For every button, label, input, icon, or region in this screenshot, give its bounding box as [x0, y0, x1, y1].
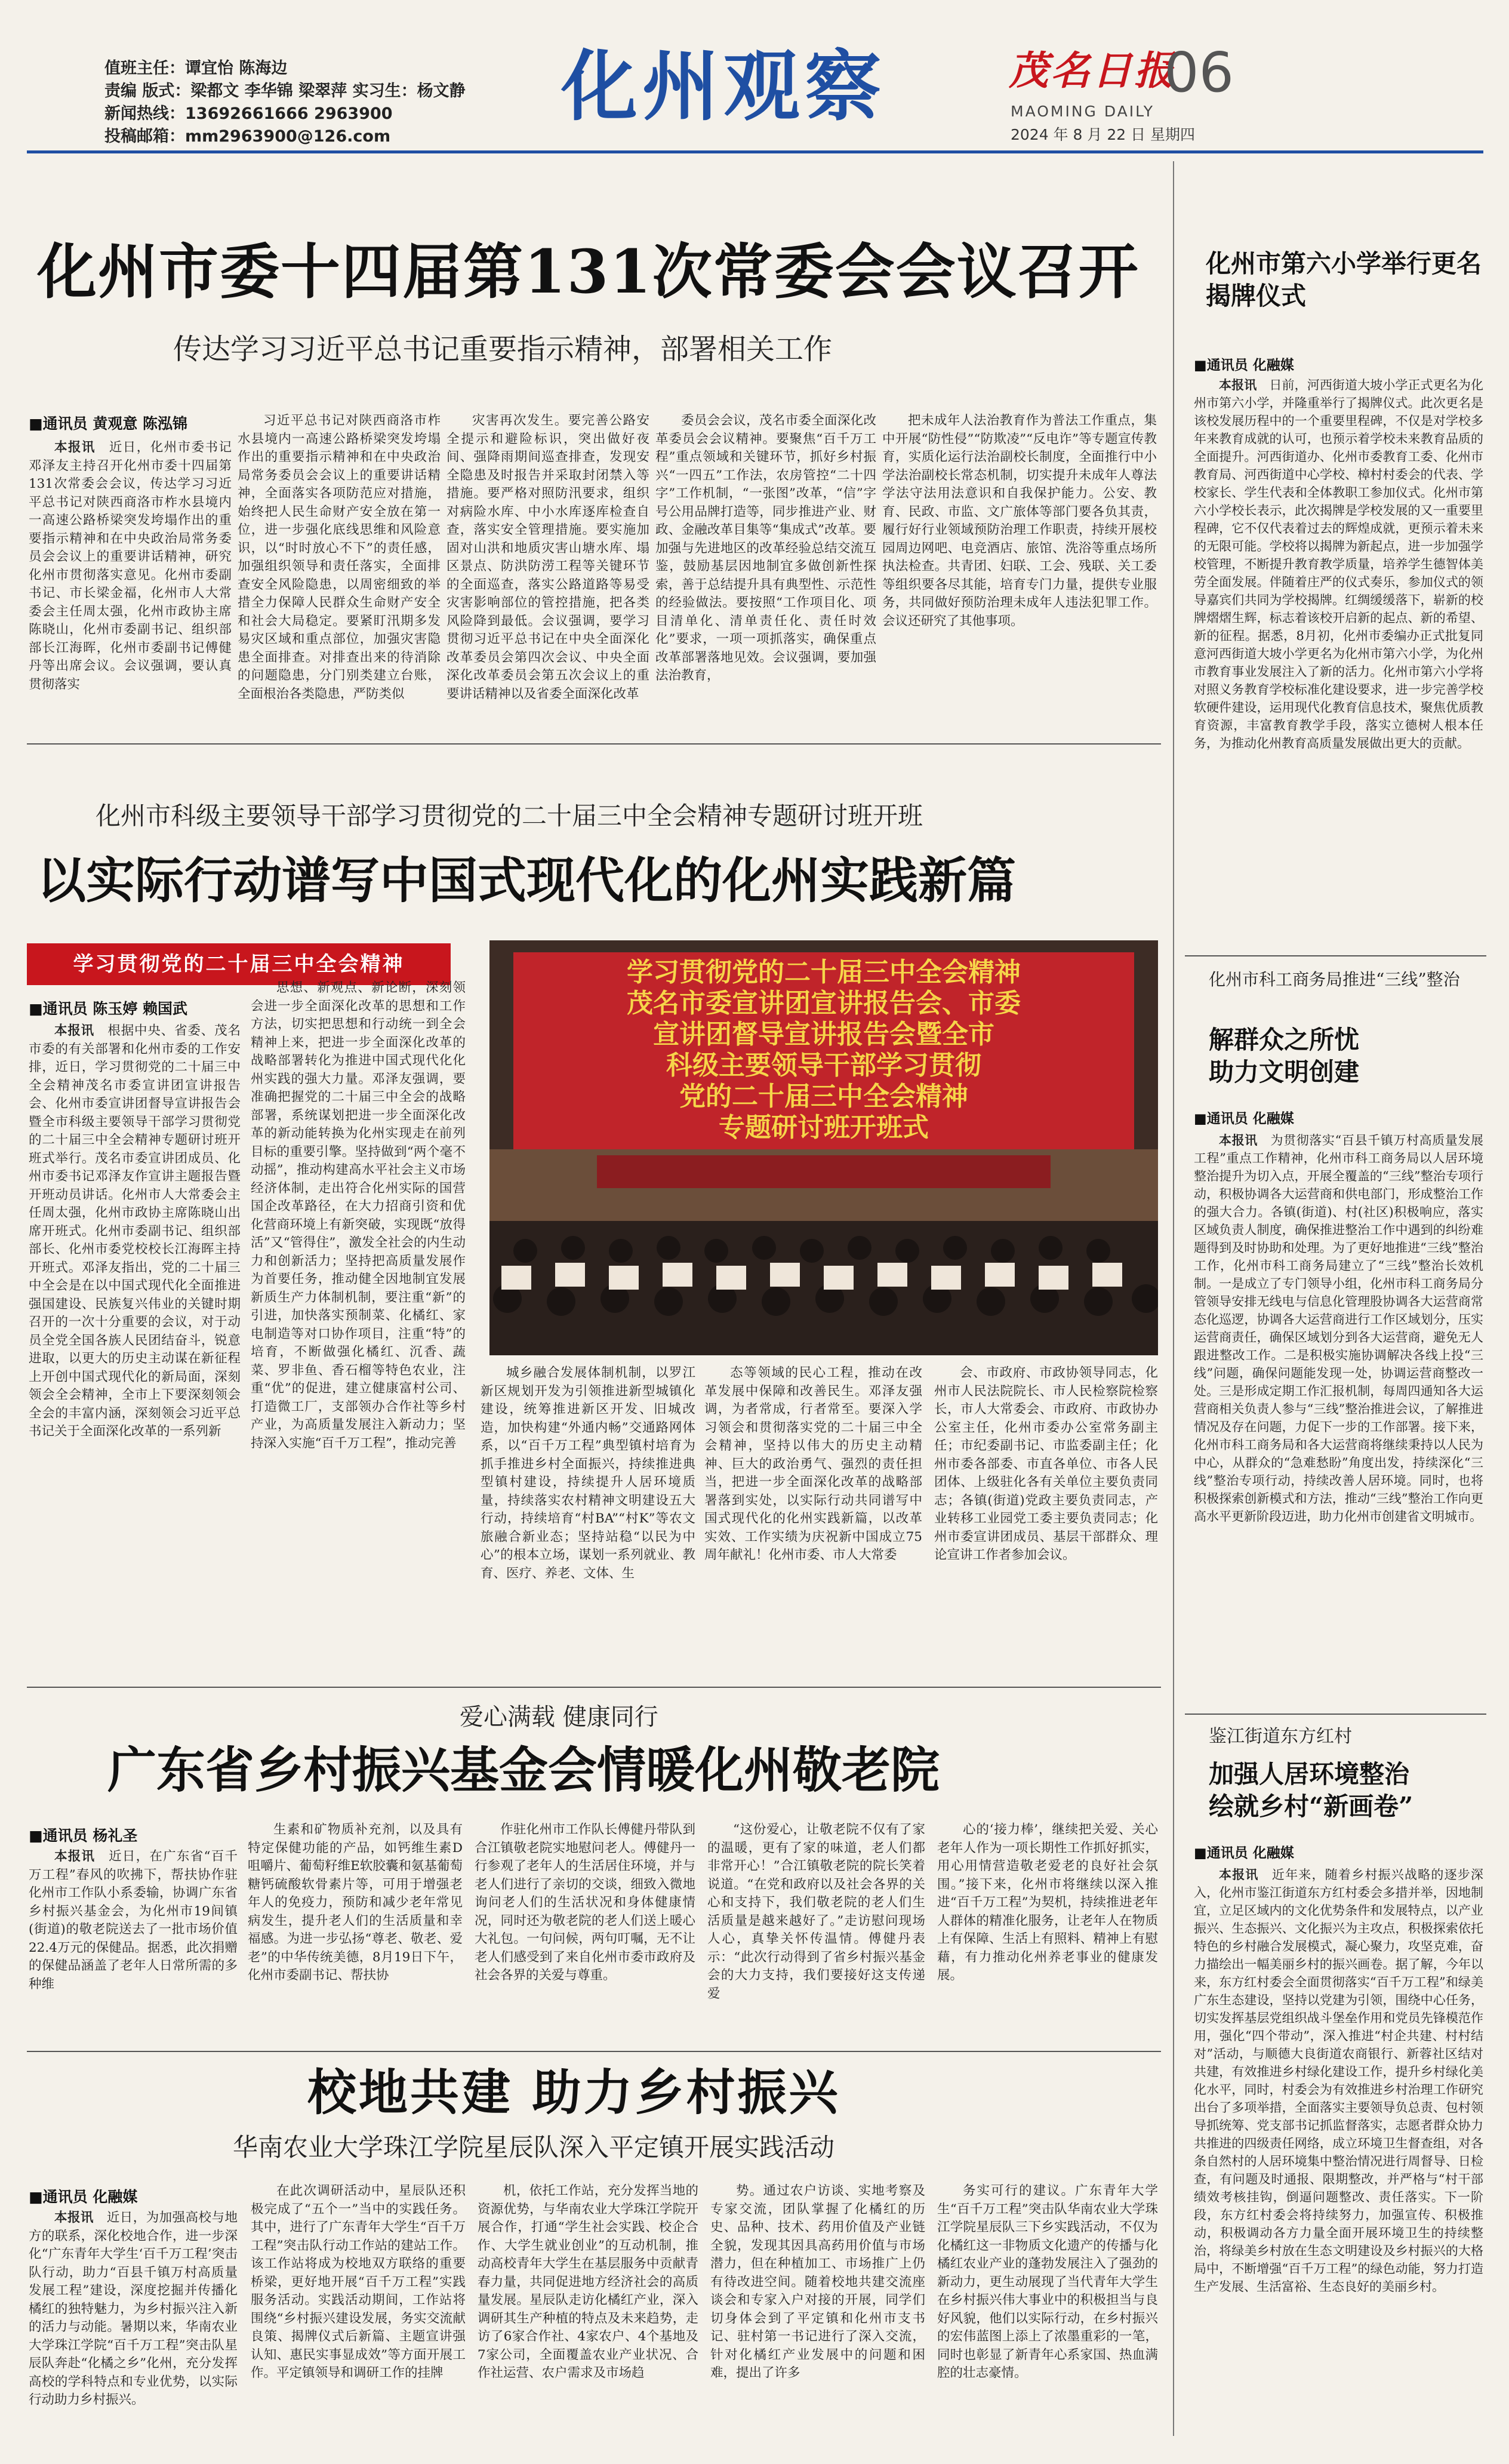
side3-kicker: 鉴江街道东方红村 [1209, 1726, 1352, 1747]
issue-date: 2024 年 8 月 22 日 星期四 [1011, 126, 1196, 143]
side2-byline: ■通讯员 化融媒 [1194, 1111, 1294, 1127]
side2-body: 本报讯 为贯彻落实“百县千镇万村高质量发展工程”重点工作精神，化州市科工商务局以人居环境整治提升为切入点，开展全覆盖的“三线”整治专项行动，积极协调各大运营商和供电部门，形成整治工作的强大合力。各镇(街道)、村(社区)积极响应，落实区域负责人制度，确保推进整治工作中遇到的纠纷难题得到及时协助和处理。为了更好地推进“三线”整治工作，化州市科工商务局建立了“三线”整治长效机制。一是成立了专门领导小组，化州市科工商务局分管领导安排无线电与信息化管理股协调各大运营商常态化巡逻，协调各大运营商进行工作区域划分，压实运营商责任，确保区域划分到各大运营商，避免无人跟进整改工作。二是积极实施协调解决各线上投“三线”问题，确保问题能发现一处，协调运营商整改一处。三是形成定期工作汇报机制，每周四通知各大运营商相关负责人参与“三线”整治推进会议，了解推进情况及存在问题，力促下一步的工作部署。接下来，化州市科工商务局和各大运营商将继续秉持以人民为中心，从群众的“急难愁盼”角度出发，持续深化“三线”整治专项行动，持续改善人居环境。同时，也将积极探索创新模式和方法，推动“三线”整治工作向更高水平更新阶段迈进，助力化州市创建省文明城市。 [1194, 1133, 1483, 1524]
article4-col3: 机，依托工作站，充分发挥当地的资源优势，与华南农业大学珠江学院开展合作，打通“学生社会实践、校企合作、大学生就业创业”的互动机制，推动高校青年大学生在基层服务中贡献青春力量，共同促进地方经济社会的高质量发展。星辰队走访化橘红产业，深入调研其生产种植的特点及未来趋势，走访了6家合作社、4家农户、4个基地及7家公司，全面覆盖农业产业状况、合作社运营、农户需求及市场趋 [478, 2183, 698, 2380]
editor-line: 值班主任：谭宜怡 陈海边 [104, 59, 288, 78]
article3-headline: 广东省乡村振兴基金会情暖化州敬老院 [107, 1742, 940, 1799]
lead-label: 本报讯 [1219, 1133, 1258, 1148]
article2-byline: ■通讯员 陈玉婷 赖国武 [29, 1000, 188, 1017]
article3-col2: 生素和矿物质补充剂，以及具有特定保健功能的产品，如钙维生素D咀嚼片、葡萄籽维E软胶囊和氨基葡萄糖钙硫酸软骨素片等，可用于增强老年人的免疫力，预防和减少老年常见病发生，提升老人们的生活质量和幸福感。为进一步弘扬“尊老、敬老、爱老”的中华传统美德，8月19日下午，化州市委副书记、帮扶协 [248, 1822, 463, 1983]
sidebar-divider [1173, 161, 1174, 2436]
article2-col1: 本报讯 根据中央、省委、茂名市委的有关部署和化州市委的工作安排，近日，学习贯彻党的二十届三中全会精神茂名市委宣讲团宣讲报告会、化州市委宣讲团督导宣讲报告会暨全市科级主要领导干部学习贯彻党的二十届三中全会精神专题研讨班开班式举行。茂名市委宣讲团成员、化州市委书记邓泽友作宣讲主题报告暨开班动员讲话。化州市人大常委会主任周太强，化州市政协主席陈晓山出席开班式。化州市委副书记、组织部部长、化州市委党校校长江海晖主持开班式。邓泽友指出，党的二十届三中全会是在以中国式现代化全面推进强国建设、民族复兴伟业的关键时期召开的一次十分重要的会议，对于动员全党全国各族人民团结奋斗，锐意进取，以更大的历史主动谋在新征程上开创中国式现代化的新局面，深刻领会全会精神，全市上下要深刻领会全会的丰富内涵，深刻领会习近平总书记关于全面深化改革的一系列新 [29, 1023, 241, 1439]
article1-col2: 习近平总书记对陕西商洛市柞水县境内一高速公路桥梁突发垮塌作出的重要指示精神和在中央政治局常务委员会会议上的重要讲话精神，全面落实各项防范应对措施，始终把人民生命财产安全放在第一位，进一步强化底线思维和风险意识，以“时时放心不下”的责任感，加强组织领导和责任落实，全面排查安全风险隐患，以周密细致的举措全力保障人民群众生命财产安全和社会大局稳定。要紧盯汛期多发易灾区域和重点部位，加强灾害隐患全面排查。对排查出来的待消除的问题隐患，分门别类建立台账，全面根治各类隐患，严防类似 [238, 413, 441, 702]
article3-byline: ■通讯员 杨礼圣 [29, 1827, 138, 1844]
article1-col4: 委员会会议，茂名市委全面深化改革委员会会议精神。要聚焦“百千万工程”重点领域和关键环节，抓好乡村振兴“一四五”工作法，农房管控“二十四字”工作机制，“一张图”改革，“信”字号公用品牌打造等，同步推进产业、财政、金融改革目集等“集成式”改革。要加强与先进地区的改革经验总结交流互鉴，鼓励基层因地制宜多做创新性探索，善于总结提升具有典型性、示范性的经验做法。要按照“工作项目化、项目清单化、清单责任化、责任时效化”要求，一项一项抓落实，确保重点改革部署落地见效。会议强调，要加强法治教育， [655, 413, 876, 683]
article1-col3: 灾害再次发生。要完善公路安全提示和避险标识，突出做好夜间、强降雨期间巡查排查，发现安全隐患及时报告并采取封闭禁入等措施。要严格对照防汛要求，组织对病险水库、中小水库逐库检查自查，落实安全管理措施。要实施加固对山洪和地质灾害山塘水库、塌区景点、防洪防涝工程等关键环节的全面巡查，落实公路道路等易受灾害影响部位的管控措施，把各类风险降到最低。会议强调，要学习贯彻习近平总书记在中央全面深化改革委员会第四次会议、中央全面深化改革委员会第五次会议上的重要讲话精神以及省委全面深化改革 [446, 413, 649, 702]
lead-label: 本报讯 [54, 1849, 96, 1864]
side3-body: 本报讯 近年来，随着乡村振兴战略的逐步深入，化州市鉴江街道东方红村委会多措并举，因地制宜，立足区域内的文化优势条件和发展特点，以产业振兴、生态振兴、文化振兴为主攻点，积极探索依托特色的乡村融合发展模式，凝心聚力，攻坚克难，奋力描绘出一幅美丽乡村的振兴画卷。据了解，今年以来，东方红村委会全面贯彻落实“百千万工程”和绿美广东生态建设，坚持以党建为引领，围绕中心任务，切实发挥基层党组织战斗堡垒作用和党员先锋模范作用，强化“四个带动”，深入推进“村企共建、村村结对”活动，与顺德大良街道农商银行、新蓉社区结对共建，有效推进乡村绿化建设工作，提升乡村绿化美化水平，同时，村委会为有效推进乡村治理工作研究出台了多项举措，全面落实主要领导负总责、包村领导抓统筹、党支部书记抓监督落实，志愿者群众协力共推进的四级责任网络，成立环境卫生督查组，对各条自然村的人居环境集中整治情况进行周督导、日检查，有问题及时通报、限期整改，并严格与“村干部绩效考核挂钩，倒逼问题整改、责任落实。下一阶段，东方红村委会将持续努力，加强宣传、积极推动，积极调动各方力量全面开展环境卫生的持续整治，将绿美乡村放在生态文明建设及乡村振兴的大格局中，不断增强“百千万工程”的绿色动能，努力打造生产发展、生活富裕、生态良好的美丽乡村。 [1194, 1868, 1483, 2294]
article4-byline: ■通讯员 化融媒 [29, 2188, 138, 2205]
section-divider [27, 743, 1161, 745]
article3-col4: “这份爱心，让敬老院不仅有了家的温暖，更有了家的味道，老人们都非常开心！”合江镇敬老院的院长笑着说道。“在党和政府以及社会各界的关心和支持下，我们敬老院的老人们生活质量是越来越好了。”走访慰问现场人心，真挚关怀传温情。傅健丹表示：“此次行动得到了省乡村振兴基金会的大力支持，我们要接好这支传递爱 [707, 1822, 925, 2001]
masthead-divider [27, 150, 1483, 153]
paper-english-name: MAOMING DAILY [1011, 103, 1155, 120]
article2-col4: 态等领域的民心工程，推动在改革发展中保障和改善民生。邓泽友强调，为者常成，行者常至。要深入学习领会和贯彻落实党的二十届三中全会精神，坚持以伟大的历史主动精神、巨大的政治勇气、强烈的责任担当，把进一步全面深化改革的战略部署落到实处，以实际行动共同谱写中国式现代化的化州实践新篇，以改革实效、工作实绩为庆祝新中国成立75周年献礼！化州市委、市人大常委 [704, 1365, 922, 1562]
stage-banner-text: 学习贯彻党的二十届三中全会精神 茂名市委宣讲团宣讲报告会、市委 宣讲团督导宣讲报告会暨全市 科级主要领导干部学习贯彻 党的二十届三中全会精神 专题研讨班开班式 [627, 957, 1021, 1143]
lead-label: 本报讯 [54, 2210, 94, 2225]
sidebar-divider-1 [1185, 955, 1486, 956]
paper-logo: 茂名日报 [1009, 47, 1176, 94]
editor-line: 新闻热线：13692661666 2963900 [104, 104, 393, 123]
side1-title: 化州市第六小学举行更名揭牌仪式 [1206, 249, 1482, 310]
section-title: 化州观察 [561, 42, 886, 131]
article4-col5: 务实可行的建议。广东青年大学生“百千万工程”突击队华南农业大学珠江学院星辰队三下乡实践活动，不仅为化橘红这一非物质文化遗产的传播与化橘红农业产业的蓬勃发展注入了强劲的新动力，更生动展现了当代青年大学生在乡村振兴伟大事业中的积极担当与良好风貌，他们以实际行动，在乡村振兴的宏伟蓝图上添上了浓墨重彩的一笔，同时也彰显了新青年心系家国、热血满腔的壮志豪情。 [937, 2183, 1158, 2380]
editor-line: 责编 版式：梁都文 李华锦 梁翠萍 实习生：杨文静 [104, 82, 466, 100]
editor-credits [104, 57, 466, 148]
article1-byline: ■通讯员 黄观意 陈泓锦 [29, 415, 188, 432]
section-divider [27, 2051, 1161, 2052]
article3-col3: 作驻化州市工作队长傅健丹带队到合江镇敬老院实地慰问老人。傅健丹一行参观了老年人的生活居住环境，并与老人们进行了亲切的交谈，细致入微地询问老人们的生活状况和身体健康情况，同时还为敬老院的老人们送上暖心大礼包。一句问候，两句叮嘱，无不让老人们感受到了来自化州市委市政府及社会各界的关爱与尊重。 [475, 1822, 695, 1983]
meeting-photo [489, 940, 1158, 1355]
side2-title: 解群众之所忧 助力文明创建 [1209, 1025, 1360, 1087]
article2-col3: 城乡融合发展体制机制，以罗江新区规划开发为引领推进新型城镇化建设，统筹推进新区开发、旧城改造，加快构建“外通内畅”交通路网体系，以“百千万工程”典型镇村培育为抓手推进乡村全面振兴，持续推进典型镇村建设，持续提升人居环境质量，持续落实农村精神文明建设五大行动，持续培育“村BA”“村K”等农文旅融合新业态；坚持站稳“以民为中心”的根本立场，谋划一系列就业、教育、医疗、养老、文体、生 [481, 1365, 695, 1581]
section-divider [27, 1687, 1161, 1688]
sidebar-divider-2 [1185, 1714, 1486, 1715]
article2-col5: 会、市政府、市政协领导同志，化州市人民法院院长、市人民检察院检察长，市人大常委会、市政府、市政协办公室主任，化州市委办公室常务副主任；市纪委副书记、市监委副主任；化州市委各部委、市直各单位、市各人民团体、上级驻化各有关单位主要负责同志；各镇(街道)党政主要负责同志，产业转移工业园党工委主要负责同志；化州市委宣讲团成员、基层干部群众、理论宣讲工作者参加会议。 [934, 1365, 1158, 1562]
article2-col2: 思想、新观点、新论断，深刻领会进一步全面深化改革的思想和工作方法，切实把思想和行动统一到全会精神上来，把进一步全面深化改革的战略部署转化为推进中国式现代化化州实践的强大力量。邓泽友强调，要准确把握党的二十届三中全会的战略部署，系统谋划把进一步全面深化改革的新动能转换为化州实现走在前列目标的重要引擎。坚持做到“两个毫不动摇”，推动构建高水平社会主义市场经济体制，走出符合化州实际的国营国企改革路径，在大力招商引资和优化营商环境上有新突破，实现既“放得活”又“管得住”，激发全社会的内生动力和创新活力；坚持把高质量发展作为首要任务，推动健全因地制宜发展新质生产力体制机制，要注重“新”的引进，加快落实预制菜、化橘红、家电制造等对口协作项目，注重“特”的培育，不断做强化橘红、沉香、蔬菜、罗非鱼、香石榴等特色农业，注重“优”的促进，建立健康富村公司、打造微工厂，支部领办合作社等乡村产业，为高质量发展注入新动力；坚持深入实施“百千万工程”，推动完善 [251, 980, 466, 1451]
editor-line: 投稿邮箱：mm2963900@126.com [104, 127, 391, 146]
article3-col5: 心的‘接力棒’，继续把关爱、关心老年人作为一项长期性工作抓好抓实，用心用情营造敬老爱老的良好社会氛围。”接下来，化州市将继续以深入推进“百千万工程”为契机，持续推进老年人群体的精准化服务，让老年人在物质上有保障、生活上有照料、精神上有慰藉，有力推动化州养老事业的健康发展。 [937, 1822, 1158, 1983]
article1-headline: 化州市委十四届第131次常委会会议召开 [37, 236, 1140, 307]
lead-label: 本报讯 [54, 440, 96, 455]
article1-col1: 本报讯 近日，化州市委书记邓泽友主持召开化州市委十四届第131次常委会会议，传达学习习近平总书记对陕西商洛市柞水县境内一高速公路桥梁突发垮塌作出的重要指示精神和在中央政治局常务委员会会议上的重要讲话精神，研究化州市贯彻落实意见。化州市委副书记、市长梁金福，化州市人大常委会主任周太强，化州市政协主席陈晓山，化州市委副书记、组织部部长江海晖，化州市委副书记傅健丹等出席会议。会议强调，要认真贯彻落实 [29, 440, 232, 692]
article4-col1: 本报讯 近日，为加强高校与地方的联系，深化校地合作，进一步深化“广东青年大学生‘百千万工程’突击队行动，助力“百县千镇万村高质量发展工程”建设，深度挖掘并传播化橘红的独特魅力，为乡村振兴注入新的活力与动能。暑期以来，华南农业大学珠江学院“百千万工程”突击队星辰队奔赴“化橘之乡”化州，充分发挥高校的学科特点和专业优势，以实际行动助力乡村振兴。 [29, 2210, 238, 2407]
side1-byline: ■通讯员 化融媒 [1194, 358, 1294, 373]
page-number: 06 [1164, 41, 1234, 104]
article4-col2: 在此次调研活动中，星辰队还积极完成了“五个一”当中的实践任务。其中，进行了广东青年大学生“百千万工程”突击队行动工作站的建站工作。该工作站将成为校地双方联络的重要桥梁，更好地开展“百千万工程”实践服务活动。实践活动期间，工作站将围绕“乡村振兴建设发展，务实交流献良策、揭牌仪式后新篇、主题宣讲强认知、惠民实事显成效”等方面开展工作。平定镇领导和调研工作的挂牌 [251, 2183, 466, 2380]
side3-title: 加强人居环境整治 绘就乡村“新画卷” [1209, 1759, 1413, 1821]
lead-label: 本报讯 [1219, 1868, 1259, 1882]
topic-banner: 学习贯彻党的二十届三中全会精神 [27, 943, 451, 985]
side1-body: 本报讯 日前，河西街道大坡小学正式更名为化州市第六小学，并隆重举行了揭牌仪式。此次更名是该校发展历程中的一个重要里程碑，不仅是对学校多年来教育成就的认可，也预示着学校未来教育品质的全面提升。河西街道办、化州市委教育工委、化州市教育局、河西街道中心学校、樟村村委会的代表、学校家长、学生代表和全体教职工参加仪式。化州市第六小学校长表示，此次揭牌是学校发展的又一重要里程碑，它不仅代表着过去的辉煌成就，更预示着未来的无限可能。学校将以揭牌为新起点，进一步加强学校管理，不断提升教育教学质量，培养学生德智体美劳全面发展。伴随着庄严的仪式奏乐，参加仪式的领导嘉宾们共同为学校揭牌。红绸缓缓落下，崭新的校牌熠熠生辉，标志着该校开启新的起点、新的希望、新的征程。据悉，8月初，化州市委编办正式批复同意河西街道大坡小学更名为化州市第六小学，为化州市教育事业发展注入了新的活力。化州市第六小学将对照义务教育学校标准化建设要求，进一步完善学校软硬件建设，运用现代化教育信息技术，聚焦优质教育资源，丰富教育教学手段，落实立德树人根本任务，为推动化州教育高质量发展做出更大的贡献。 [1194, 378, 1483, 750]
article1-subhead: 传达学习习近平总书记重要指示精神，部署相关工作 [173, 333, 833, 366]
article3-col1: 本报讯 近日，在广东省“百千万工程”春风的吹拂下，帮扶协作驻化州市工作队小系委输，协调广东省乡村振兴基金会，为化州市19间镇(街道)的敬老院送去了一批市场价值22.4万元的保健品。据悉，此次捐赠的保健品涵盖了老年人日常所需的多种维 [29, 1849, 238, 1992]
article4-col4: 势。通过农户访谈、实地考察及专家交流，团队掌握了化橘红的历史、品种、技术、药用价值及产业链全貌，发现其因具高药用价值与市场潜力，但在种植加工、市场推广上仍有待改进空间。随着校地共建交流座谈会和专家入户对接的开展，同学们切身体会到了平定镇和化州市支书记、驻村第一书记进行了深入交流，针对化橘红产业发展中的问题和困难，提出了许多 [710, 2183, 925, 2380]
side3-byline: ■通讯员 化融媒 [1194, 1845, 1294, 1861]
article3-kicker: 爱心满载 健康同行 [460, 1703, 658, 1731]
article4-headline: 校地共建 助力乡村振兴 [307, 2064, 840, 2121]
lead-label: 本报讯 [1219, 378, 1257, 392]
article2-headline: 以实际行动谱写中国式现代化的化州实践新篇 [37, 852, 1017, 909]
side2-kicker: 化州市科工商务局推进“三线”整治 [1209, 970, 1460, 989]
article2-kicker: 化州市科级主要领导干部学习贯彻党的二十届三中全会精神专题研讨班开班 [96, 801, 923, 830]
lead-label: 本报讯 [54, 1023, 95, 1038]
article4-subhead: 华南农业大学珠江学院星辰队深入平定镇开展实践活动 [233, 2133, 835, 2162]
article1-col5: 把未成年人法治教育作为普法工作重点，集中开展“防性侵”“防欺凌”“反电诈”等专题宣传教育，实质化运行法治副校长制度，全面推行中小学法治副校长常态机制，切实提升未成年人尊法学法守法用法意识和自我保护能力。公安、教育、民政、市监、文广旅体等部门要各负其责，履行好行业领域预防治理工作职责，持续开展校园周边网吧、电竞酒店、旅馆、洗浴等重点场所执法检查。共青团、妇联、工会、残联、关工委等组织要各尽其能，培育专门力量，提供专业服务，共同做好预防治理未成年人违法犯罪工作。会议还研究了其他事项。 [882, 413, 1157, 629]
